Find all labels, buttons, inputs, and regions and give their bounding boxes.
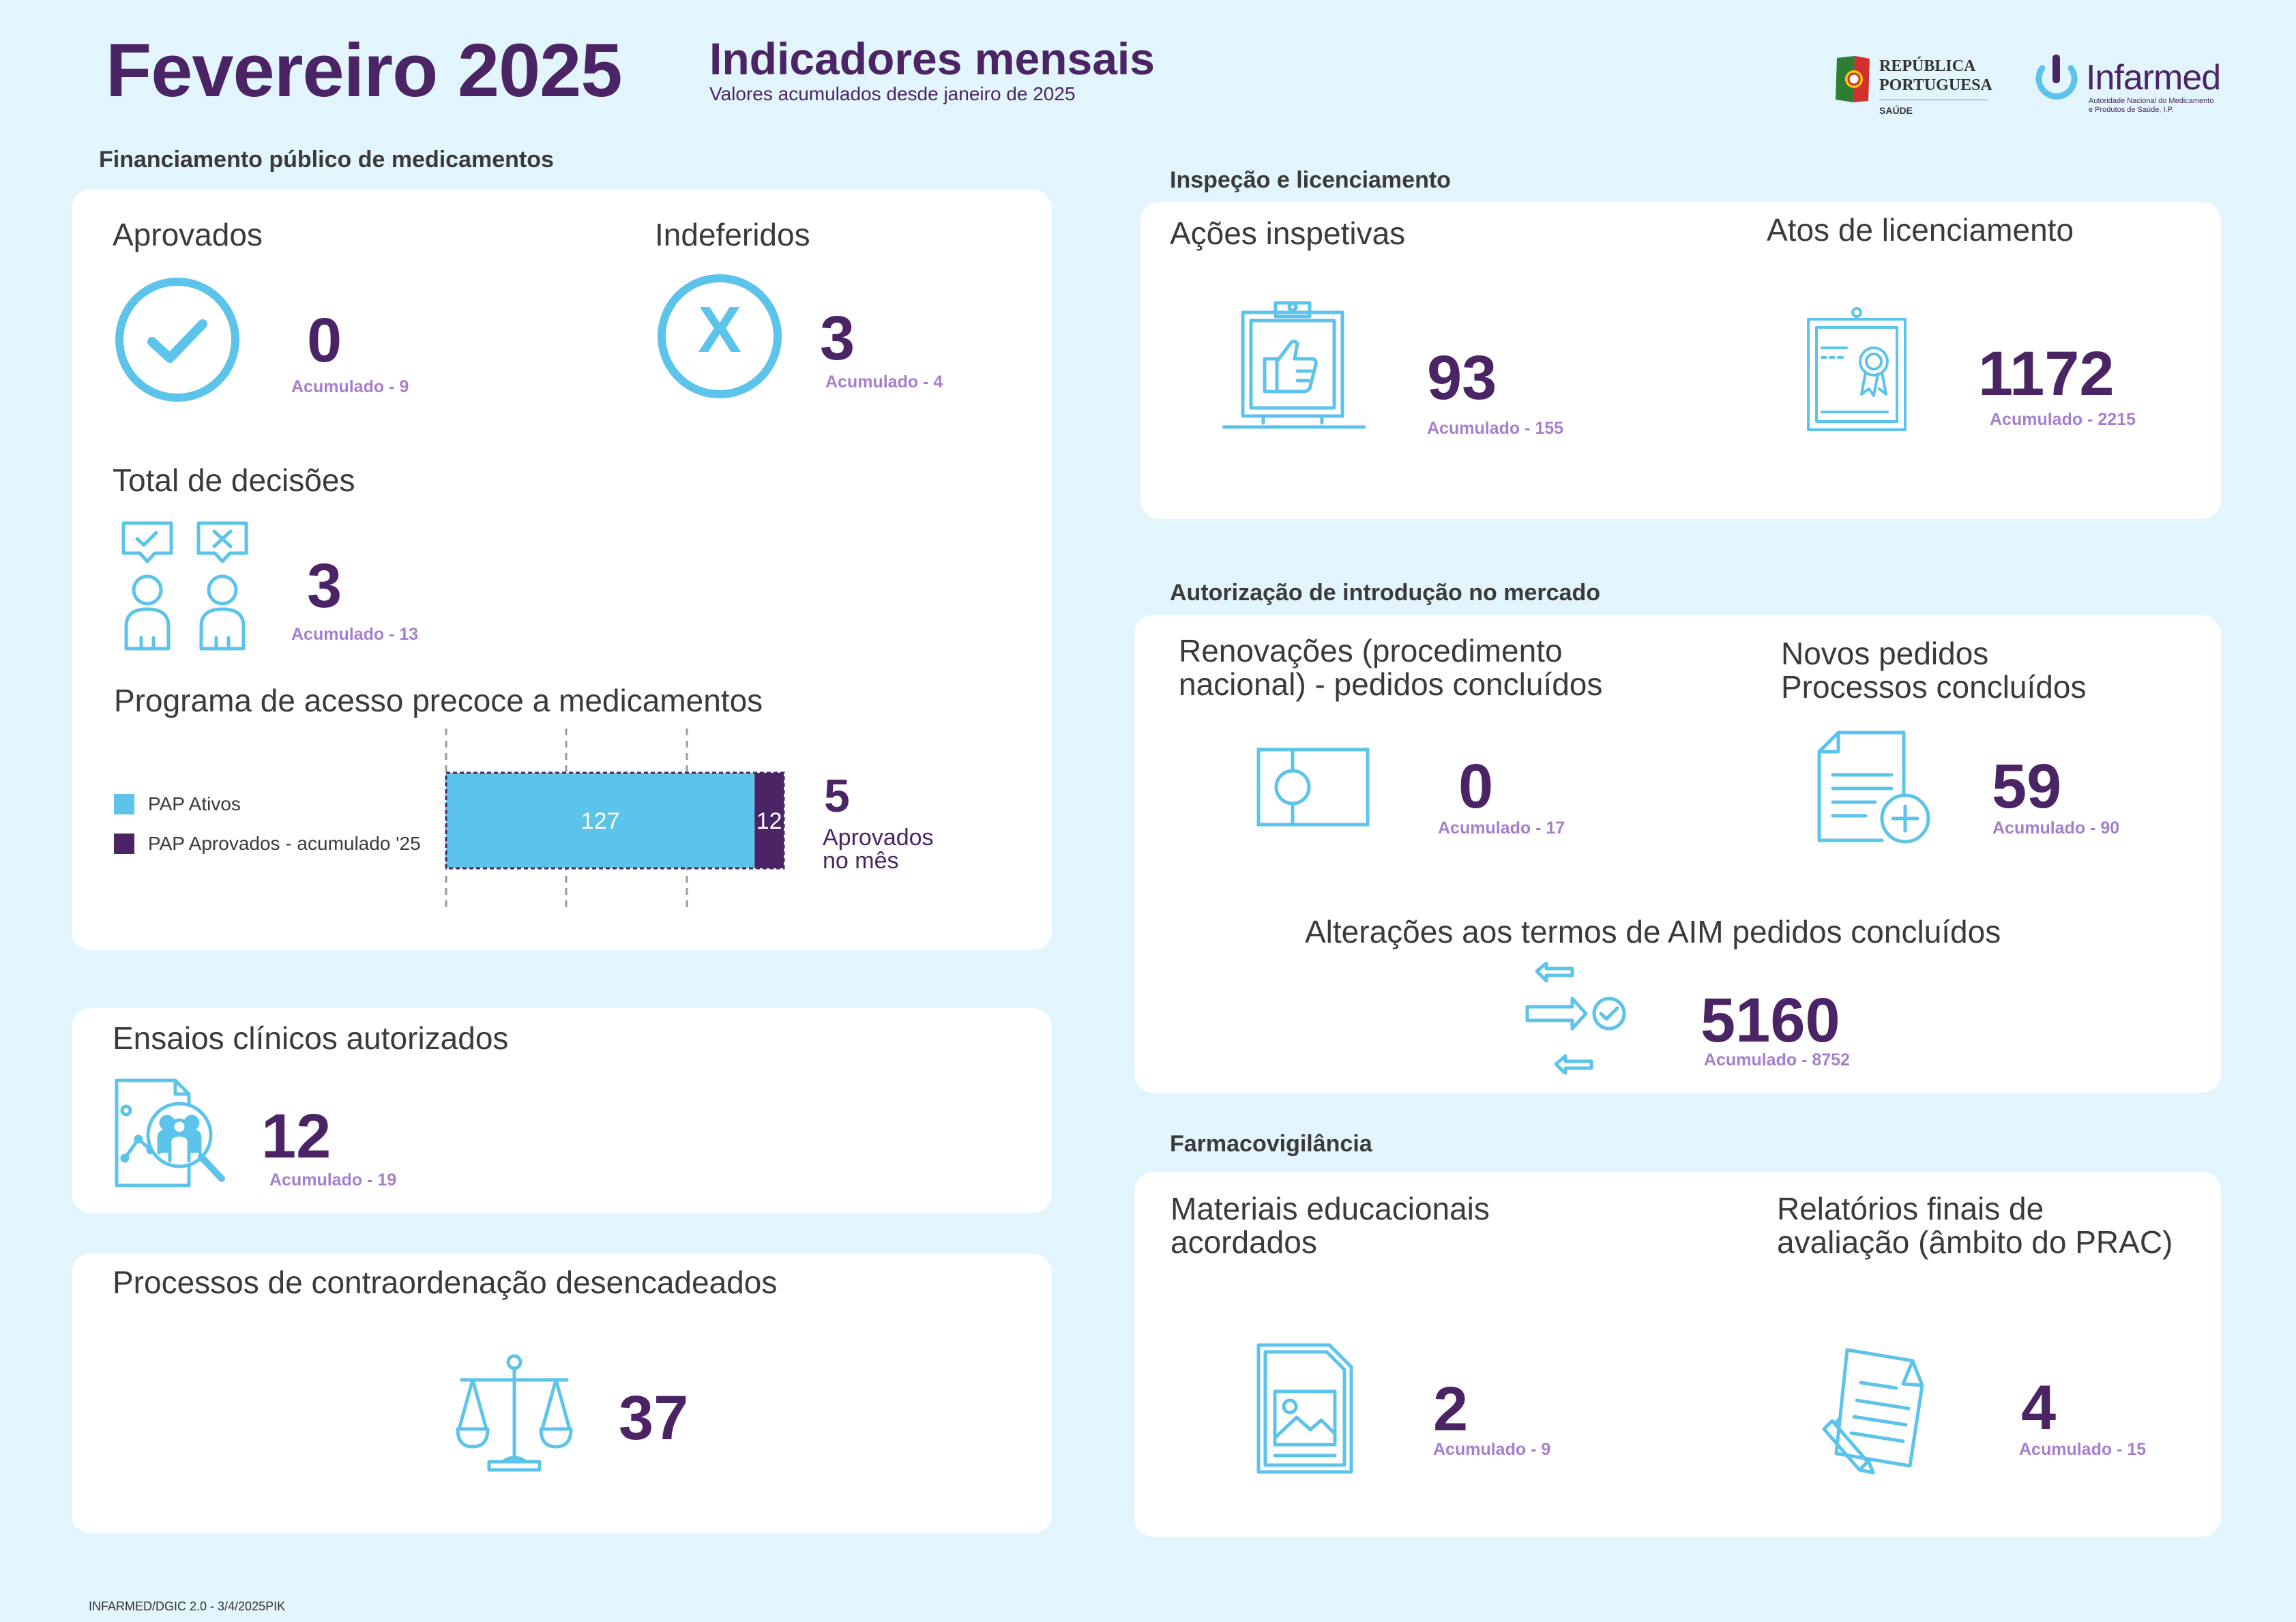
report-pen-icon	[1820, 1346, 1949, 1475]
renovacoes-label-2: nacional) - pedidos concluídos	[1179, 666, 1603, 703]
contraordenacao-label: Processos de contraordenação desencadeados	[113, 1265, 778, 1300]
clinical-trial-icon	[113, 1076, 232, 1192]
logo-infarmed-name: Infarmed	[2086, 58, 2221, 98]
relatorios-value: 4	[2021, 1373, 2057, 1443]
ensaios-value: 12	[261, 1102, 332, 1171]
legend-swatch-aprovados	[114, 834, 134, 854]
relatorios-acc: Acumulado - 15	[2019, 1440, 2147, 1459]
materiais-label-1: Materiais educacionais	[1171, 1191, 1490, 1226]
ensaios-card	[72, 1008, 1052, 1213]
total-decisoes-acc: Acumulado - 13	[291, 625, 419, 644]
novos-label	[1781, 637, 2086, 704]
pap-approved-month-label-2: no mês	[823, 848, 899, 874]
renovacoes-value: 0	[1458, 752, 1494, 821]
alteracoes-acc: Acumulado - 8752	[1704, 1050, 1850, 1070]
x-circle-icon	[655, 271, 784, 401]
materiais-acc: Acumulado - 9	[1433, 1440, 1551, 1459]
renewal-card-icon	[1256, 747, 1372, 829]
atos-label: Atos de licenciamento	[1767, 212, 2074, 248]
relatorios-label	[1777, 1192, 2173, 1259]
scales-icon	[455, 1353, 574, 1475]
relatorios-label-2: avaliação (âmbito do PRAC)	[1777, 1224, 2173, 1260]
indeferidos-label: Indeferidos	[655, 217, 810, 252]
pap-legend	[114, 793, 421, 855]
acoes-label: Ações inspetivas	[1170, 216, 1406, 251]
ensaios-label: Ensaios clínicos autorizados	[113, 1020, 509, 1056]
portugal-flag-icon	[1831, 55, 1872, 106]
renovacoes-acc: Acumulado - 17	[1438, 819, 1565, 838]
section-aim-label: Autorização de introdução no mercado	[1170, 580, 1600, 606]
novos-acc: Acumulado - 90	[1992, 819, 2120, 838]
relatorios-label-1: Relatórios finais de	[1777, 1191, 2044, 1226]
logo-republica-line2: PORTUGUESA	[1879, 76, 1992, 94]
legend-aprovados: PAP Aprovados - acumulado '25	[148, 833, 421, 854]
infarmed-logo	[2033, 53, 2237, 121]
indeferidos-value: 3	[820, 304, 855, 373]
financiamento-card	[72, 190, 1052, 950]
legend-swatch-ativos	[114, 794, 134, 814]
check-circle-icon	[113, 275, 242, 404]
inspecao-card	[1140, 202, 2221, 519]
alteracoes-value: 5160	[1701, 986, 1840, 1055]
atos-acc: Acumulado - 2215	[1990, 410, 2136, 429]
logo-republica-line3: SAÚDE	[1879, 105, 1913, 116]
aprovados-acc: Acumulado - 9	[291, 377, 409, 396]
aim-card	[1134, 615, 2221, 1093]
total-decisoes-value: 3	[307, 551, 342, 621]
logo-infarmed-tag1: Autoridade Nacional do Medicamento	[2089, 97, 2214, 105]
page-subtitle: Valores acumulados desde janeiro de 2025	[709, 83, 1076, 104]
logo-infarmed-tag2: e Produtos de Saúde, I.P.	[2089, 106, 2174, 115]
pap-data-label-ativos: 127	[580, 808, 620, 834]
republica-portuguesa-logo	[1831, 55, 2002, 123]
contraordenacao-value: 37	[619, 1383, 689, 1453]
pap-bar-chart	[443, 728, 798, 913]
page-title: Indicadores mensais	[709, 33, 1155, 84]
footer-text: INFARMED/DGIC 2.0 - 3/4/2025PIK	[89, 1599, 286, 1613]
pap-label: Programa de acesso precoce a medicamentos	[114, 683, 763, 718]
contraordenacao-card	[72, 1254, 1052, 1533]
ensaios-acc: Acumulado - 19	[269, 1170, 397, 1190]
renovacoes-label	[1179, 634, 1602, 701]
logo-republica-line1: REPÚBLICA	[1879, 57, 1976, 75]
arrows-check-icon	[1525, 962, 1627, 1074]
section-farmaco-label: Farmacovigilância	[1170, 1131, 1372, 1157]
total-decisoes-label: Total de decisões	[113, 462, 355, 498]
novos-value: 59	[1992, 752, 2062, 821]
section-financiamento-label: Financiamento público de medicamentos	[99, 147, 554, 173]
novos-label-2: Processos concluídos	[1781, 669, 2087, 705]
pap-approved-month-label-1: Aprovados	[823, 825, 934, 851]
acoes-value: 93	[1427, 343, 1497, 413]
pap-approved-month-value: 5	[824, 770, 850, 822]
alteracoes-label: Alterações aos termos de AIM pedidos concluídos	[1305, 914, 2001, 949]
materiais-value: 2	[1433, 1374, 1469, 1444]
novos-label-1: Novos pedidos	[1781, 636, 1989, 671]
document-image-icon	[1256, 1342, 1355, 1475]
aprovados-label: Aprovados	[113, 217, 263, 252]
acoes-acc: Acumulado - 155	[1427, 419, 1564, 438]
infarmed-mark-icon	[2033, 53, 2080, 104]
section-inspecao-label: Inspeção e licenciamento	[1170, 167, 1451, 193]
aprovados-value: 0	[307, 306, 342, 375]
people-decisions-icon	[121, 520, 257, 653]
farmaco-card	[1134, 1172, 2221, 1537]
month-title: Fevereiro 2025	[106, 29, 622, 113]
indeferidos-acc: Acumulado - 4	[825, 372, 943, 392]
renovacoes-label-1: Renovações (procedimento	[1179, 633, 1563, 668]
pap-data-label-aprovados: 12	[756, 808, 782, 834]
legend-ativos: PAP Ativos	[148, 793, 241, 814]
atos-value: 1172	[1978, 339, 2115, 409]
clipboard-thumbs-up-icon	[1222, 296, 1366, 432]
materiais-label	[1171, 1192, 1490, 1259]
materiais-label-2: acordados	[1171, 1224, 1317, 1260]
document-plus-icon	[1816, 730, 1936, 846]
x-letter: X	[697, 293, 742, 366]
certificate-icon	[1806, 306, 1908, 432]
